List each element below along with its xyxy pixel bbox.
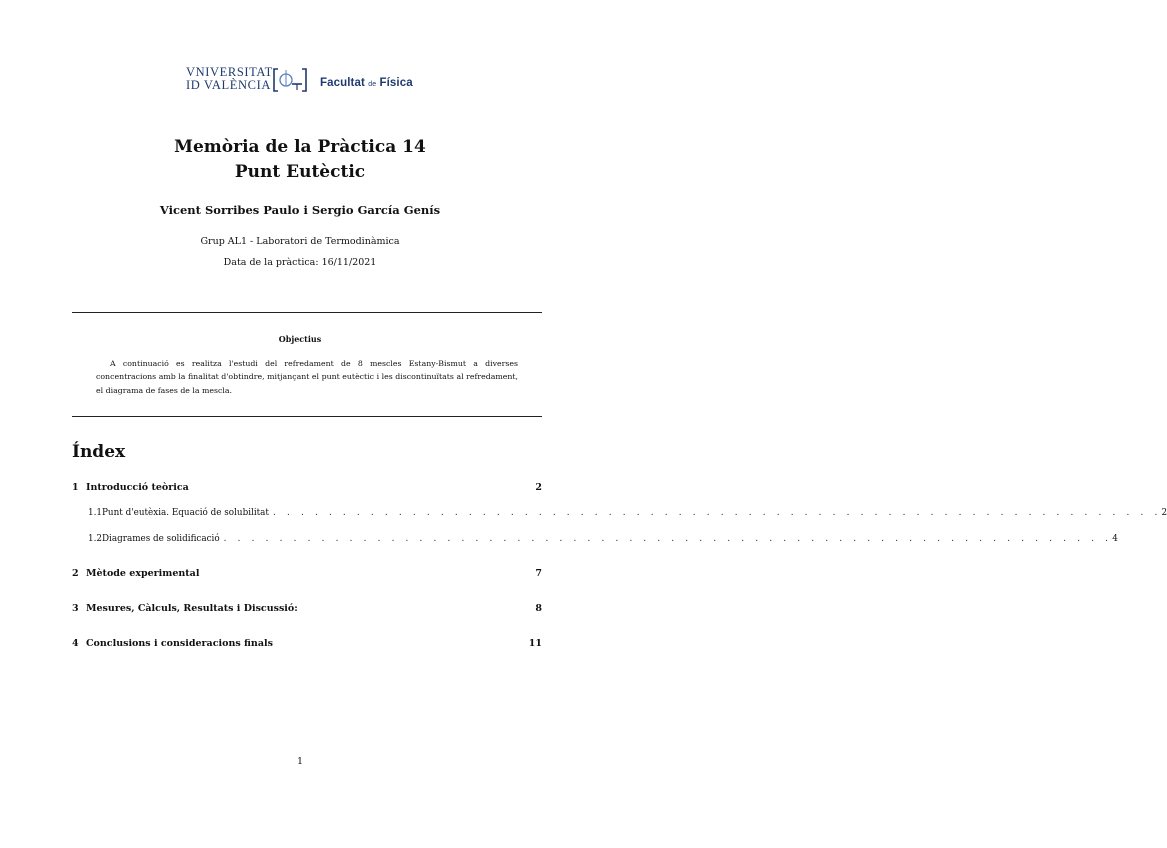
toc-page: 8 xyxy=(535,603,542,614)
authors: Vicent Sorribes Paulo i Sergio García Genís xyxy=(159,203,441,217)
index-heading: Índex xyxy=(72,442,126,462)
document-subtitle: Punt Eutèctic xyxy=(234,162,366,182)
faculty-de: de xyxy=(368,81,377,88)
university-wordmark xyxy=(186,66,273,92)
toc-title: Conclusions i consideracions finals xyxy=(86,638,273,649)
toc-entry[interactable] xyxy=(72,482,542,496)
university-name-line2: ID VALÈNCIA xyxy=(186,78,271,92)
toc-title: Introducció teòrica xyxy=(86,482,189,493)
group-line: Grup AL1 - Laboratori de Termodinàmica xyxy=(200,236,400,247)
toc-title: Mètode experimental xyxy=(86,568,200,579)
toc-title: Mesures, Càlculs, Resultats i Discussió: xyxy=(86,603,298,614)
university-name-line1: VNIVERSITAT xyxy=(186,65,273,79)
faculty-emblem-icon xyxy=(272,66,308,94)
toc-entry[interactable] xyxy=(72,603,542,617)
toc-page: 7 xyxy=(535,568,542,579)
university-logo xyxy=(186,66,426,96)
toc-number: 3 xyxy=(72,603,79,614)
toc-number: 4 xyxy=(72,638,79,649)
toc-entry[interactable] xyxy=(72,638,542,652)
toc-page: 11 xyxy=(528,638,542,649)
toc-subentry[interactable] xyxy=(88,534,1118,548)
faculty-name xyxy=(320,77,413,89)
abstract-heading: Objectius xyxy=(278,334,322,344)
document-title: Memòria de la Pràctica 14 xyxy=(174,137,426,157)
toc-leader-dots: . . . . . . . . . . . . . . . . . . . . . . . . . . . . . . . . . . . . . . . . . . . . . . . . . . . . . . . . . . . . . . . . xyxy=(272,508,1162,518)
page-number: 1 xyxy=(296,756,304,767)
toc-page: 4 xyxy=(1112,534,1118,544)
toc-number: 1 xyxy=(72,482,79,493)
toc-title: Punt d'eutèxia. Equació de solubilitat xyxy=(102,508,269,518)
faculty-prefix: Facultat xyxy=(320,77,365,89)
toc-number: 1.1 xyxy=(88,508,102,518)
toc-page: 2 xyxy=(535,482,542,493)
faculty-label: Física xyxy=(379,77,413,89)
toc-subentry[interactable] xyxy=(88,508,1167,522)
date-line: Data de la pràctica: 16/11/2021 xyxy=(223,257,377,268)
toc-number: 2 xyxy=(72,568,79,579)
toc-entry[interactable] xyxy=(72,568,542,582)
toc-title: Diagrames de solidificació xyxy=(102,534,220,544)
abstract-bottom-rule xyxy=(72,416,542,417)
abstract-top-rule xyxy=(72,312,542,313)
toc-number: 1.2 xyxy=(88,534,102,544)
toc-page: 2 xyxy=(1161,508,1167,518)
toc-leader-dots: . . . . . . . . . . . . . . . . . . . . . . . . . . . . . . . . . . . . . . . . . . . . . . . . . . . . . . . . . . . . . . . . xyxy=(223,534,1113,544)
abstract-text: A continuació es realitza l'estudi del refredament de 8 mescles Estany-Bismut a diverses concentracions amb la finalitat d'obtindre, mitjançant el punt eutèctic i les discontinuïtats al refredament, el diagrama de fases de la mescla. xyxy=(96,359,518,395)
